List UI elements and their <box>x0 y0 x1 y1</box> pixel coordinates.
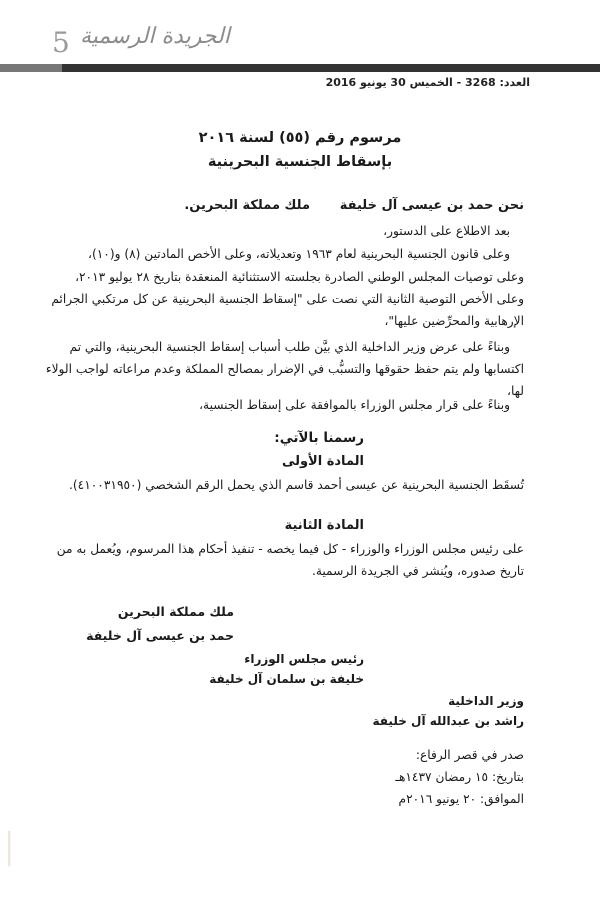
king-title: ملك مملكة البحرين <box>117 604 234 619</box>
page-edge-mark: │ <box>0 832 19 867</box>
preamble-line: وعلى قانون الجنسية البحرينية لعام ١٩٦٣ وتعديلاته، وعلى الأخص المادتين (٨) و(١٠)، <box>88 247 510 261</box>
preamble-line: وبناءً على قرار مجلس الوزراء بالموافقة على إسقاط الجنسية، <box>199 398 510 412</box>
article-2-line: تاريخ صدوره، ويُنشر في الجريدة الرسمية. <box>311 564 524 578</box>
header-rule-accent <box>0 64 62 72</box>
preamble-line: بعد الاطلاع على الدستور، <box>383 224 510 238</box>
decree-subject: بإسقاط الجنسية البحرينية <box>207 154 393 170</box>
gazette-masthead: الجريدة الرسمية <box>80 24 230 49</box>
interior-minister-name: راشد بن عبدالله آل خليفة <box>372 714 524 728</box>
preamble-line: الإرهابية والمحرِّضين عليها"، <box>384 314 524 328</box>
issued-gregorian-date: الموافق: ٢٠ يونيو ٢٠١٦م <box>398 792 524 806</box>
preamble-line: اكتسابها ولم يتم حفظ حقوقها والتسبُّب في الإضرار بمصالح المملكة وعدم مراعاته لواجب الولاء <box>45 362 524 376</box>
issuer-title: ملك مملكة البحرين. <box>184 198 310 213</box>
header-rule <box>0 64 600 72</box>
preamble-line: وعلى توصيات المجلس الوطني الصادرة بجلسته الاستثنائية المنعقدة بتاريخ ٢٨ يوليو ٢٠١٣، <box>75 270 524 284</box>
decree-title: مرسوم رقم (٥٥) لسنة ٢٠١٦ <box>198 130 402 146</box>
interior-minister-title: وزير الداخلية <box>448 694 524 708</box>
preamble-line: لها، <box>507 384 524 398</box>
decree-heading: رسمنا بالآتي: <box>274 430 364 446</box>
article-2-heading: المادة الثانية <box>284 518 364 533</box>
preamble-line: وعلى الأخص التوصية الثانية التي نصت على "إسقاط الجنسية البحرينية عن كل مرتكبي الجرائم <box>51 292 524 306</box>
preamble-line: وبناءً على عرض وزير الداخلية الذي بيَّن طلب أسباب إسقاط الجنسية البحرينية، والتي تم <box>69 340 510 354</box>
article-1-text: تُسقَط الجنسية البحرينية عن عيسى أحمد قاسم الذي يحمل الرقم الشخصي (٤١٠٠٣١٩٥٠). <box>69 478 524 492</box>
pm-title: رئيس مجلس الوزراء <box>244 652 364 666</box>
article-2-line: على رئيس مجلس الوزراء والوزراء - كل فيما يخصه - تنفيذ أحكام هذا المرسوم، ويُعمل به من <box>56 542 524 556</box>
issuer-name: نحن حمد بن عيسى آل خليفة <box>339 198 524 213</box>
issued-hijri-date: بتاريخ: ١٥ رمضان ١٤٣٧هـ <box>395 770 524 784</box>
article-1-heading: المادة الأولى <box>281 454 364 469</box>
issue-line: العدد: 3268 - الخميس 30 يونيو 2016 <box>325 76 530 89</box>
king-name: حمد بن عيسى آل خليفة <box>86 628 234 643</box>
pm-name: خليفة بن سلمان آل خليفة <box>209 672 364 686</box>
page-number: 5 <box>52 26 70 59</box>
issued-place: صدر في قصر الرفاع: <box>415 748 524 762</box>
